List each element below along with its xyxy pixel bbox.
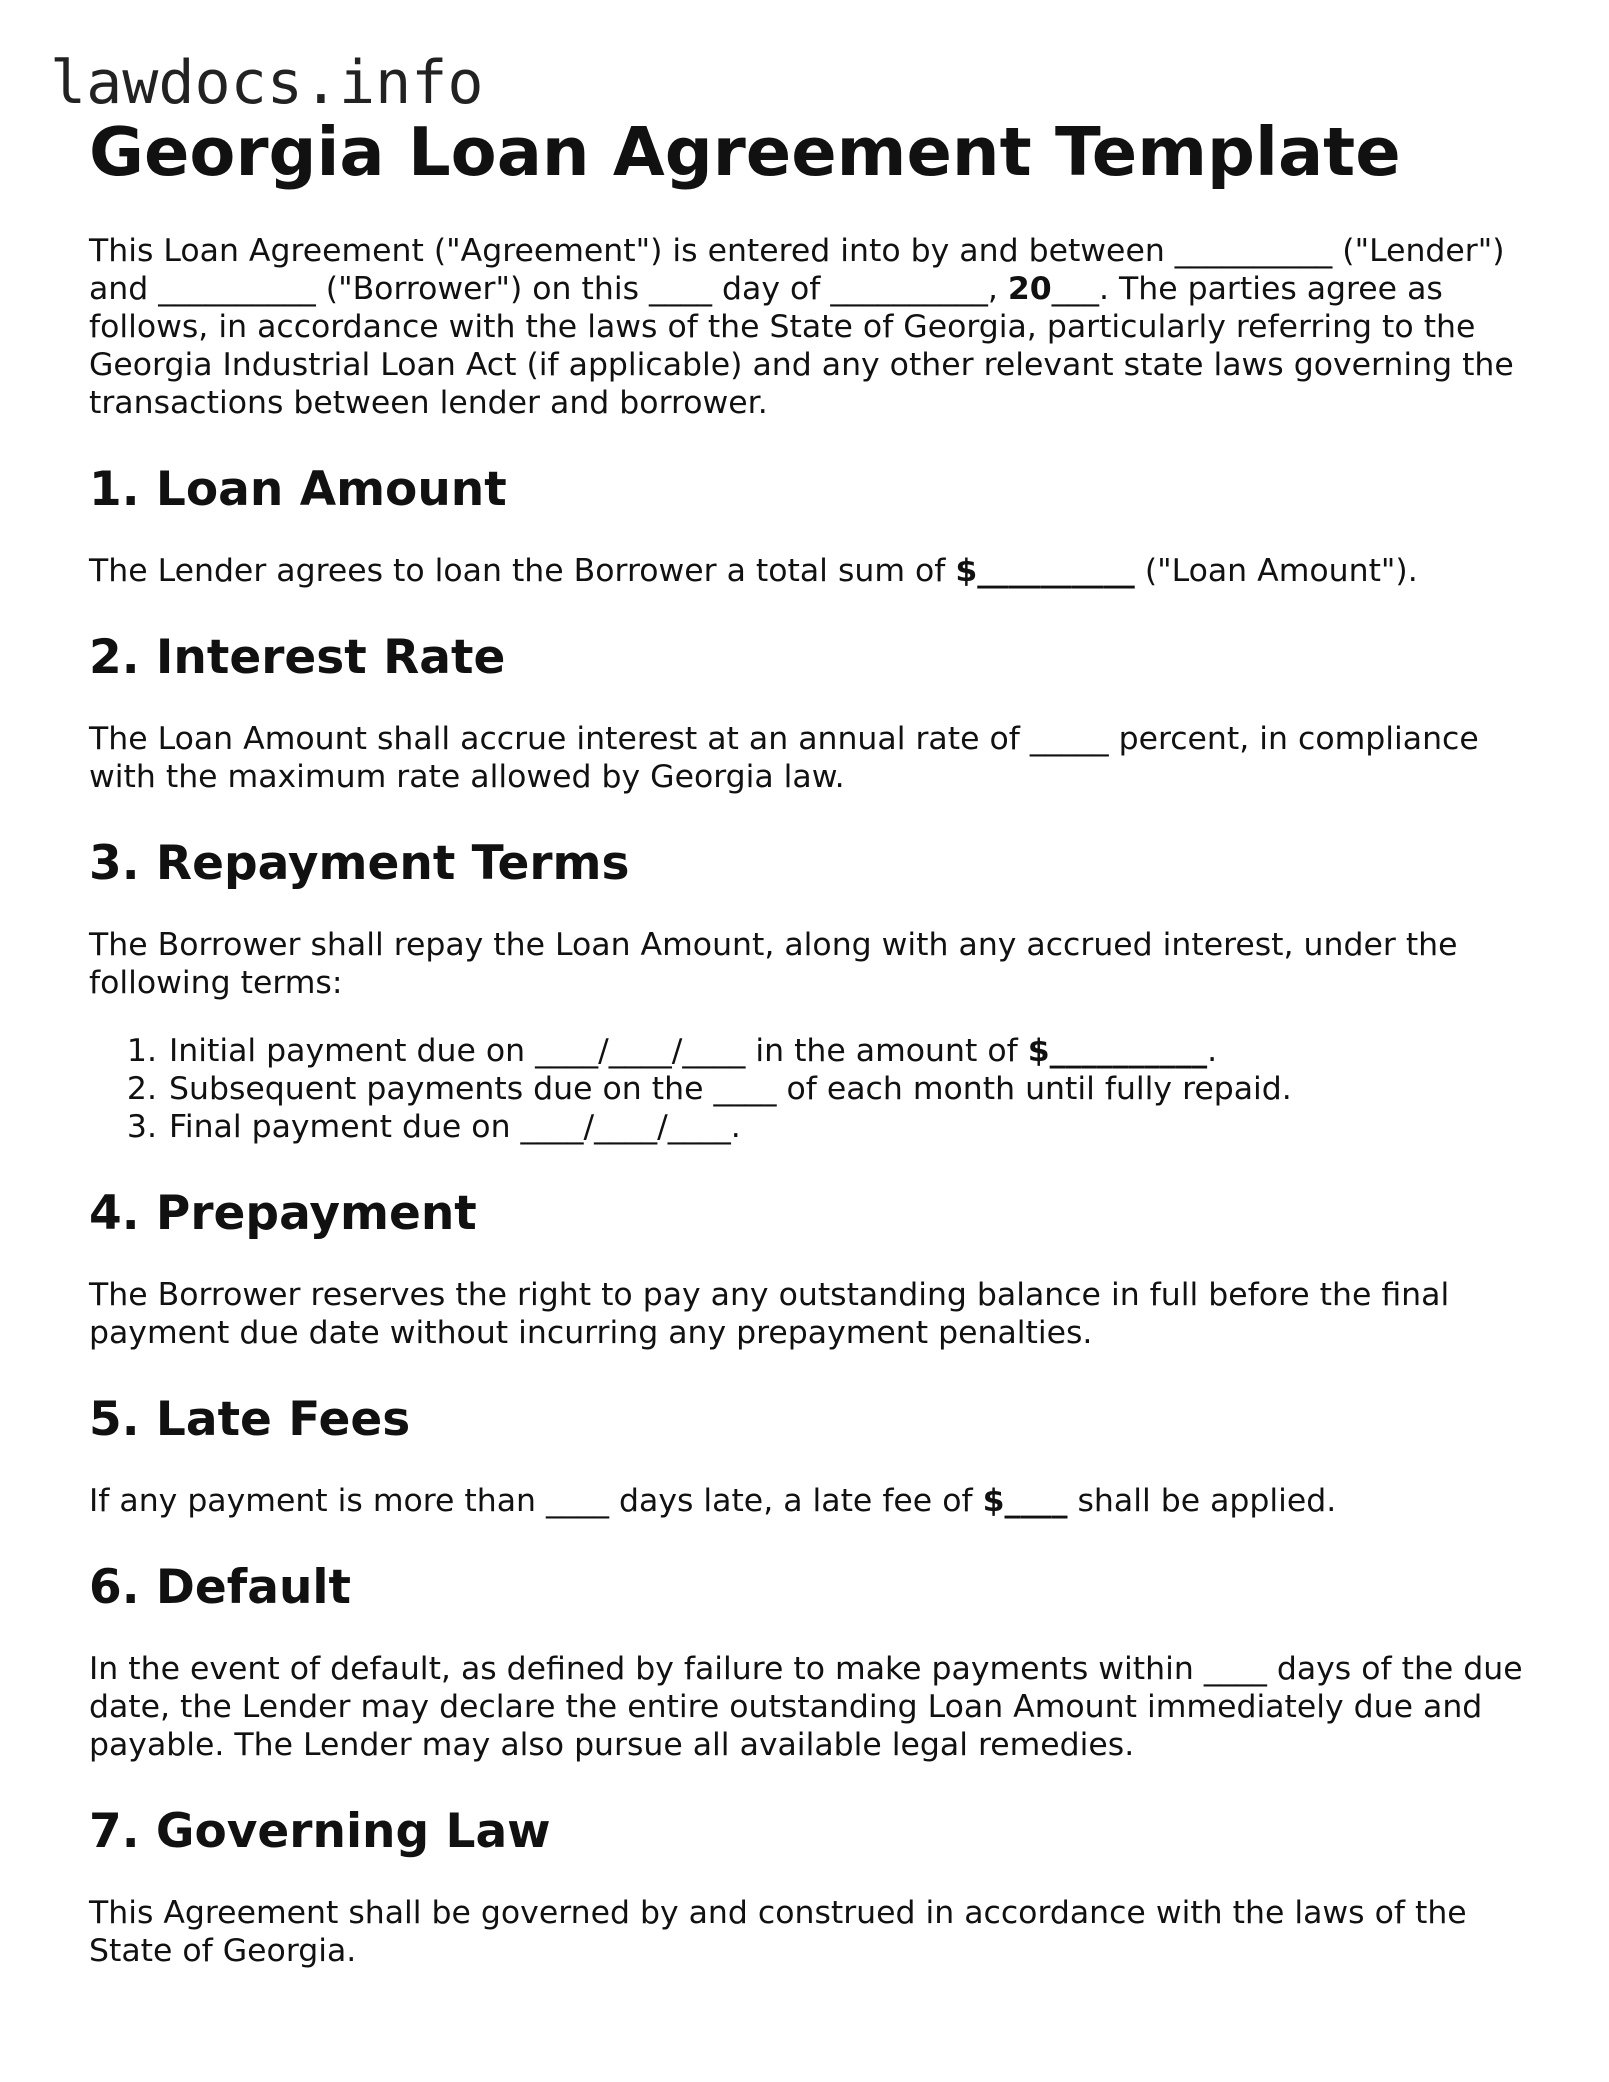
loan-amount-blank: $__________ bbox=[955, 553, 1135, 589]
section-governing-law bbox=[89, 1802, 1529, 1970]
section-heading: 4. Prepayment bbox=[89, 1186, 477, 1241]
section-loan-amount bbox=[89, 460, 1529, 590]
late-fee-text: If any payment is more than ____ days late, a late fee of bbox=[89, 1483, 983, 1519]
section-prepayment bbox=[89, 1184, 1529, 1352]
section-heading: 6. Default bbox=[89, 1560, 352, 1615]
section-heading: 5. Late Fees bbox=[89, 1392, 411, 1447]
item-text-end: . bbox=[1207, 1033, 1218, 1069]
loan-amount-text: The Lender agrees to loan the Borrower a total sum of bbox=[89, 553, 956, 589]
section-repayment-terms bbox=[89, 834, 1529, 1146]
repayment-list bbox=[89, 1032, 1529, 1146]
section-heading: 2. Interest Rate bbox=[89, 630, 506, 685]
list-item: 2. Subsequent payments due on the ____ of each month until fully repaid. bbox=[167, 1070, 1529, 1108]
section-default bbox=[89, 1558, 1529, 1764]
site-name: lawdocs.info bbox=[50, 48, 484, 118]
document-title: Georgia Loan Agreement Template bbox=[89, 113, 1401, 191]
section-interest-rate bbox=[89, 628, 1529, 796]
item-text: Initial payment due on ____/____/____ in the amount of bbox=[169, 1033, 1028, 1069]
section-text: The Loan Amount shall accrue interest at an annual rate of _____ percent, in compliance with the maximum rate allowed by Georgia law. bbox=[89, 721, 1479, 795]
loan-amount-text-end: ("Loan Amount"). bbox=[1134, 553, 1418, 589]
late-fee-blank: $____ bbox=[982, 1483, 1068, 1519]
intro-paragraph bbox=[89, 232, 1529, 422]
intro-year: 20 bbox=[1007, 271, 1052, 307]
section-text bbox=[89, 1482, 1529, 1520]
section-text: This Agreement shall be governed by and construed in accordance with the laws of the State of Georgia. bbox=[89, 1895, 1467, 1969]
initial-amount-blank: $__________ bbox=[1027, 1033, 1208, 1069]
section-heading: 3. Repayment Terms bbox=[89, 836, 630, 891]
section-late-fees bbox=[89, 1390, 1529, 1520]
intro-text-1: This Loan Agreement ("Agreement") is entered into by and between __________ ("Lender") and __________ ("Borrower") on this ____ day of __________, bbox=[89, 233, 1505, 307]
section-heading: 1. Loan Amount bbox=[89, 462, 507, 517]
section-text: The Borrower reserves the right to pay any outstanding balance in full before the final payment due date without incurring any prepayment penalties. bbox=[89, 1277, 1450, 1351]
section-text bbox=[89, 552, 1529, 590]
late-fee-text-end: shall be applied. bbox=[1067, 1483, 1337, 1519]
intro-text-2: ___. The parties agree as follows, in accordance with the laws of the State of Georgia, particularly referring to the Georgia Industrial Loan Act (if applicable) and any other relevant state laws governing the transactions between lender and borrower. bbox=[89, 271, 1514, 421]
list-item: 3. Final payment due on ____/____/____. bbox=[167, 1108, 1529, 1146]
list-item bbox=[167, 1032, 1529, 1070]
document-body bbox=[89, 112, 1529, 1970]
section-heading: 7. Governing Law bbox=[89, 1804, 551, 1859]
section-text: In the event of default, as defined by failure to make payments within ____ days of the due date, the Lender may declare the entire outstanding Loan Amount immediately due and payable. The Lender may also pursue all available legal remedies. bbox=[89, 1651, 1523, 1763]
section-text: The Borrower shall repay the Loan Amount, along with any accrued interest, under the following terms: bbox=[89, 927, 1458, 1001]
